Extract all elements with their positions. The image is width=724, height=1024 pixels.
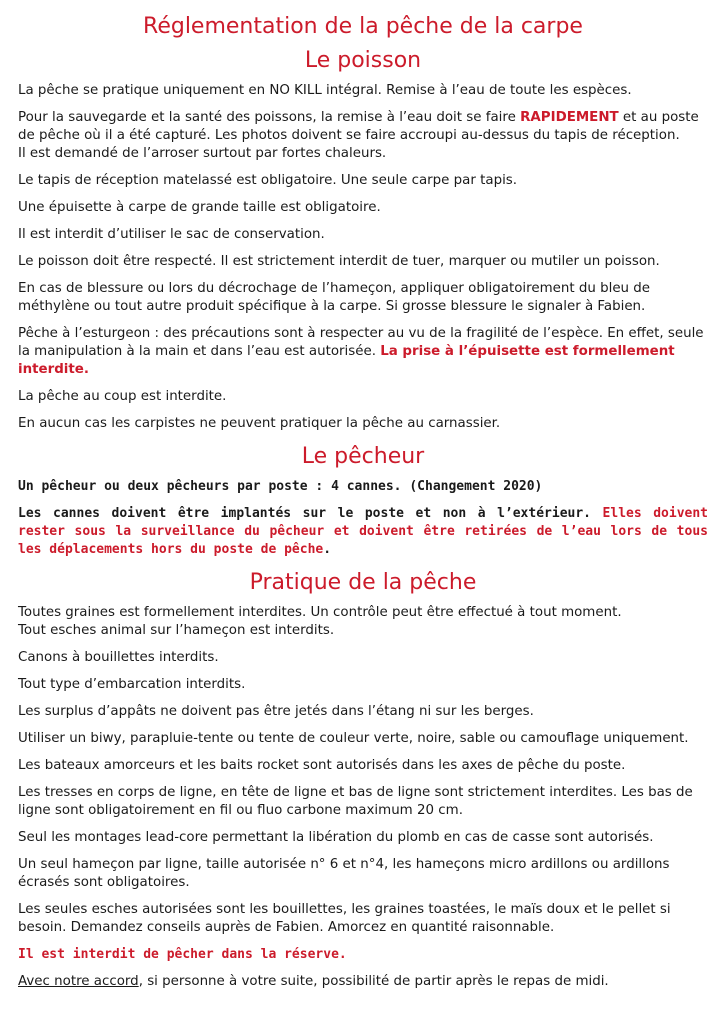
paragraph-text: Pêche à l’esturgeon : des précautions sont à respecter au vu de la fragilité de l’espèce. En effet, seule la manipulation à la main et dans l’eau est autorisée. (18, 326, 704, 359)
paragraph-text: Un pêcheur ou deux pêcheurs par poste : 4 cannes. (Changement 2020) (18, 479, 543, 494)
paragraph-text: Les bateaux amorceurs et les baits rocket sont autorisés dans les axes de pêche du poste. (18, 758, 626, 773)
paragraph (18, 280, 708, 316)
paragraph-text: Toutes graines est formellement interdites. Un contrôle peut être effectué à tout moment. (18, 605, 622, 620)
paragraph (18, 757, 708, 775)
underlined-text: Avec notre accord (18, 974, 139, 989)
section-heading-pratique: Pratique de la pêche (249, 570, 477, 595)
paragraph (18, 973, 708, 991)
paragraph (18, 505, 708, 559)
paragraph (18, 649, 708, 667)
paragraph (18, 730, 708, 748)
paragraph-text: Une épuisette à carpe de grande taille est obligatoire. (18, 200, 381, 215)
paragraph (18, 253, 708, 271)
paragraph-text: et au poste de pêche où il a été capturé. Les photos doivent se faire accroupi au-dessus du tapis de réception. (18, 110, 699, 143)
paragraph (18, 199, 708, 217)
paragraph (18, 325, 708, 379)
paragraph-text: Pour la sauvegarde et la santé des poissons, la remise à l’eau doit se faire (18, 110, 521, 125)
paragraph-text: Tout esches animal sur l’hameçon est interdits. (18, 623, 335, 638)
paragraph-text: Seul les montages lead-core permettant la libération du plomb en cas de casse sont autorisés. (18, 830, 654, 845)
paragraph (18, 901, 708, 937)
emphasis-text: Il est interdit de pêcher dans la réserve. (18, 947, 347, 962)
paragraph (18, 82, 708, 100)
paragraph (18, 829, 708, 847)
paragraph-text: Les surplus d’appâts ne doivent pas être jetés dans l’étang ni sur les berges. (18, 704, 534, 719)
document-title: Réglementation de la pêche de la carpe (143, 14, 583, 39)
paragraph (18, 388, 708, 406)
paragraph-text: Il est interdit d’utiliser le sac de conservation. (18, 227, 325, 242)
paragraph-text: La pêche au coup est interdite. (18, 389, 227, 404)
paragraph-text: En aucun cas les carpistes ne peuvent pratiquer la pêche au carnassier. (18, 416, 501, 431)
paragraph-text: Canons à bouillettes interdits. (18, 650, 219, 665)
paragraph (18, 172, 708, 190)
paragraph-text: En cas de blessure ou lors du décrochage de l’hameçon, appliquer obligatoirement du bleu de méthylène ou tout autre produit spécifique à la carpe. Si grosse blessure le signaler à Fabien. (18, 281, 651, 314)
paragraph (18, 226, 708, 244)
paragraph (18, 703, 708, 721)
paragraph-text: , si personne à votre suite, possibilité de partir après le repas de midi. (138, 974, 609, 989)
paragraph-text: Les cannes doivent être implantés sur le poste et non à l’extérieur. (18, 506, 603, 521)
emphasis-text: Elles doivent rester sous la surveillance du pêcheur et doivent être retirées de l’eau lors de tous les déplacements hors du poste de pêche (18, 506, 709, 557)
paragraph-text: . (323, 542, 332, 557)
paragraph (18, 415, 708, 433)
paragraph-text: Le tapis de réception matelassé est obligatoire. Une seule carpe par tapis. (18, 173, 518, 188)
paragraph-text: Les seules esches autorisées sont les bouillettes, les graines toastées, le maïs doux et le pellet si besoin. Demandez conseils auprès de Fabien. Amorcez en quantité raisonnable. (18, 902, 671, 935)
paragraph (18, 946, 708, 964)
paragraph (18, 676, 708, 694)
paragraph (18, 478, 708, 496)
paragraph (18, 604, 708, 640)
emphasis-text: RAPIDEMENT (520, 110, 619, 125)
paragraph-text: Un seul hameçon par ligne, taille autorisée n° 6 et n°4, les hameçons micro ardillons ou ardillons écrasés sont obligatoires. (18, 857, 670, 890)
paragraph-text: Les tresses en corps de ligne, en tête de ligne et bas de ligne sont strictement interdites. Les bas de ligne sont obligatoirement en fil ou fluo carbone maximum 20 cm. (18, 785, 693, 818)
paragraph-text: Le poisson doit être respecté. Il est strictement interdit de tuer, marquer ou mutiler un poisson. (18, 254, 660, 269)
paragraph (18, 856, 708, 892)
paragraph (18, 784, 708, 820)
paragraph-text: Il est demandé de l’arroser surtout par fortes chaleurs. (18, 146, 387, 161)
section-heading-poisson: Le poisson (304, 48, 422, 73)
paragraph (18, 109, 708, 163)
paragraph-text: La pêche se pratique uniquement en NO KILL intégral. Remise à l’eau de toute les espèces. (18, 83, 632, 98)
paragraph-text: Utiliser un biwy, parapluie-tente ou tente de couleur verte, noire, sable ou camouflage uniquement. (18, 731, 689, 746)
emphasis-text: La prise à l’épuisette est formellement interdite. (18, 344, 675, 377)
section-heading-pecheur: Le pêcheur (301, 444, 425, 469)
paragraph-text: Tout type d’embarcation interdits. (18, 677, 246, 692)
